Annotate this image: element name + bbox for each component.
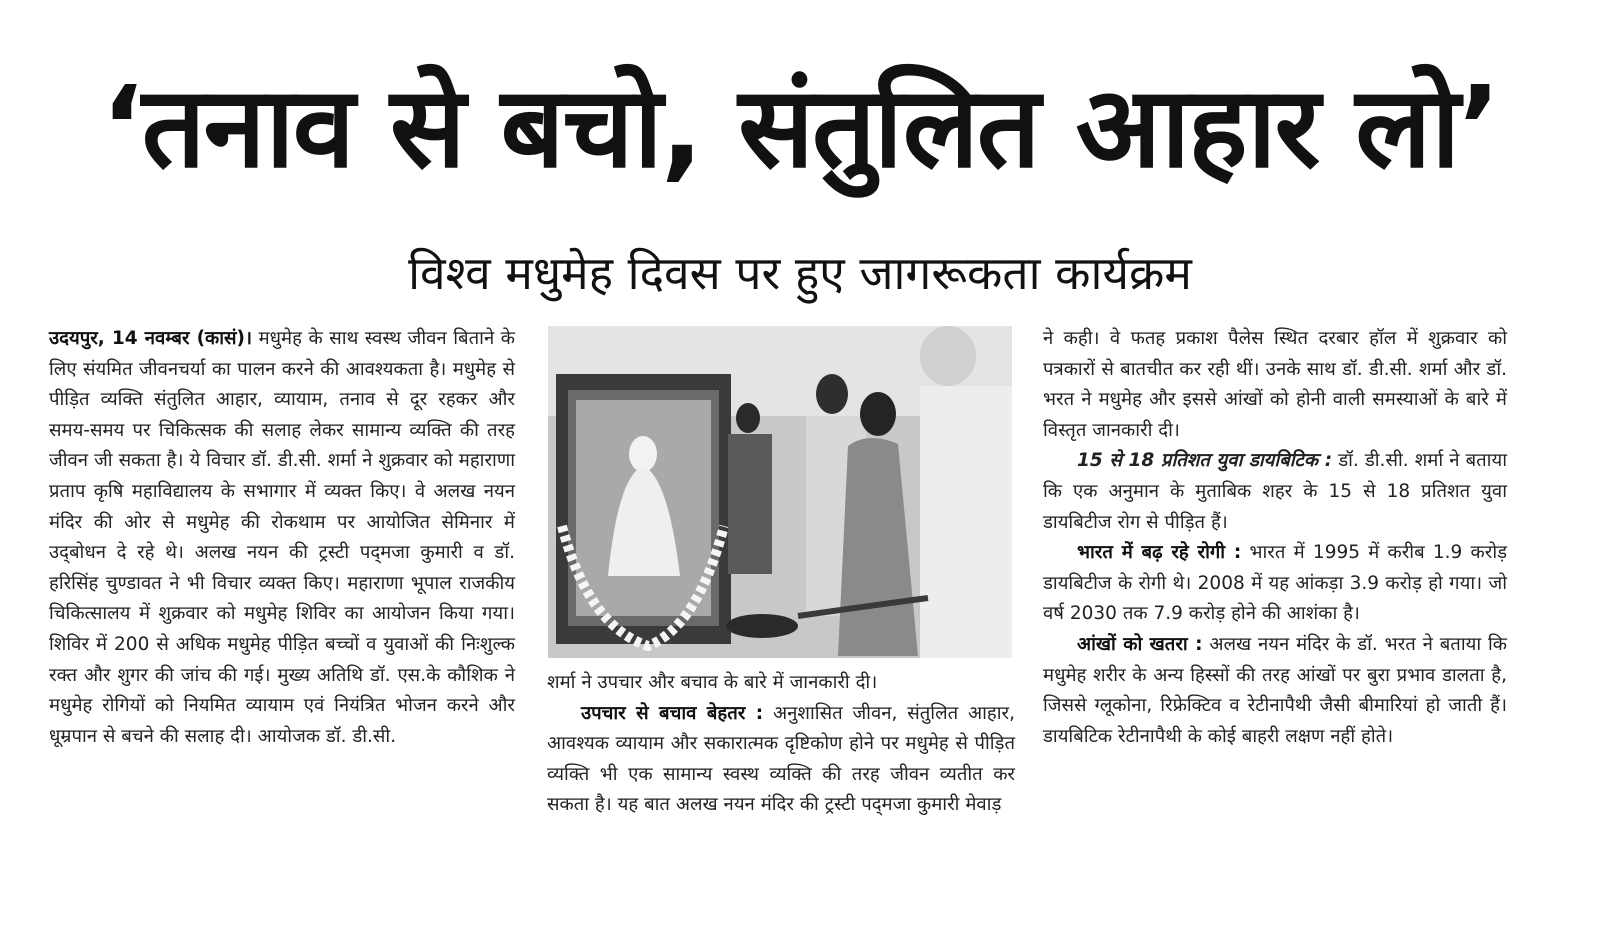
section-india: [1043, 538, 1507, 630]
middle-column: [547, 668, 1015, 821]
news-photo: [548, 326, 1012, 658]
left-column-paragraph: [49, 324, 515, 752]
photo-illustration: [548, 326, 1012, 658]
right-column: [1043, 324, 1507, 752]
left-column: [49, 324, 515, 752]
section-youth-body: डॉ. डी.सी. शर्मा ने बताया कि एक अनुमान के मुताबिक शहर के 15 से 18 प्रतिशत युवा डायबिटीज रोग से पीड़ित हैं।: [1043, 450, 1507, 533]
section-treatment: [547, 699, 1015, 821]
section-eyes-body: अलख नयन मंदिर के डॉ. भरत ने बताया कि मधुमेह शरीर के अन्य हिस्सों की तरह आंखों पर बुरा प्रभाव डालता है, जिससे ग्लूकोना, रिफ्रेक्टिव व रेटीनापैथी जैसी बीमारियां हो जाती हैं। डायबिटिक रेटीनापैथी के कोई बाहरी लक्षण नहीं होते।: [1043, 633, 1507, 747]
article-headline: ‘तनाव से बचो, संतुलित आहार लो’: [101, 63, 1499, 193]
section-india-body: भारत में 1995 में करीब 1.9 करोड़ डायबिटीज के रोगी थे। 2008 में यह आंकड़ा 3.9 करोड़ हो गया। जो वर्ष 2030 तक 7.9 करोड़ होने की आशंका है।: [1043, 542, 1508, 625]
section-treatment-body: अनुशासित जीवन, संतुलित आहार, आवश्यक व्यायाम और सकारात्मक दृष्टिकोण होने पर मधुमेह से पीड़ित व्यक्ति भी एक सामान्य स्वस्थ व्यक्ति की तरह जीवन व्यतीत कर सकता है। यह बात अलख नयन मंदिर की ट्रस्टी पद्‌मजा कुमारी मेवाड़: [547, 702, 1015, 816]
right-continuation: ने कही। वे फतह प्रकाश पैलेस स्थित दरबार हॉल में शुक्रवार को पत्रकारों से बातचीत कर रही थीं। उनके साथ डॉ. डी.सी. शर्मा और डॉ. भरत ने मधुमेह और इससे आंखों को होनी वाली समस्याओं के बारे में विस्तृत जानकारी दी।: [1043, 328, 1507, 441]
dateline: उदयपुर, 14 नवम्बर (कासं)।: [49, 328, 253, 349]
section-youth-heading: 15 से 18 प्रतिशत युवा डायबिटिक :: [1077, 450, 1333, 472]
section-india-heading: भारत में बढ़ रहे रोगी :: [1077, 542, 1242, 564]
middle-continuation: शर्मा ने उपचार और बचाव के बारे में जानकारी दी।: [547, 672, 878, 693]
section-eyes-heading: आंखों को खतरा :: [1077, 633, 1203, 655]
section-eyes: [1043, 630, 1507, 752]
section-treatment-heading: उपचार से बचाव बेहतर :: [581, 702, 764, 724]
left-column-body: मधुमेह के साथ स्वस्थ जीवन बिताने के लिए संयमित जीवनचर्या का पालन करने की आवश्यकता है। मधुमेह से पीड़ित व्यक्ति संतुलित आहार, व्यायाम, तनाव से दूर रहकर और समय-समय पर चिकित्सक की सलाह लेकर सामान्य व्यक्ति की तरह जीवन जी सकता है। ये विचार डॉ. डी.सी. शर्मा ने शुक्रवार को महाराणा प्रताप कृषि महाविद्यालय के सभागार में व्यक्त किए। वे अलख नयन मंदिर की ओर से मधुमेह की रोकथाम पर आयोजित सेमिनार में उद्‌बोधन दे रहे थे। अलख नयन की ट्रस्टी पद्‌मजा कुमारी व डॉ. हरिसिंह चुण्डावत ने भी विचार व्यक्त किए। महाराणा भूपाल राजकीय चिकित्सालय में शुक्रवार को मधुमेह शिविर का आयोजन किया गया। शिविर में 200 से अधिक मधुमेह पीड़ित बच्चों व युवाओं की निःशुल्क रक्त और शुगर की जांच की गई। मुख्य अतिथि डॉ. एस.के कौशिक ने मधुमेह रोगियों को नियमित व्यायाम एवं नियंत्रित भोजन करने और धूम्रपान से बचने की सलाह दी। आयोजक डॉ. डी.सी.: [49, 328, 515, 747]
section-youth: [1043, 446, 1507, 538]
article-subheadline: विश्व मधुमेह दिवस पर हुए जागरूकता कार्यक्रम: [408, 246, 1192, 300]
